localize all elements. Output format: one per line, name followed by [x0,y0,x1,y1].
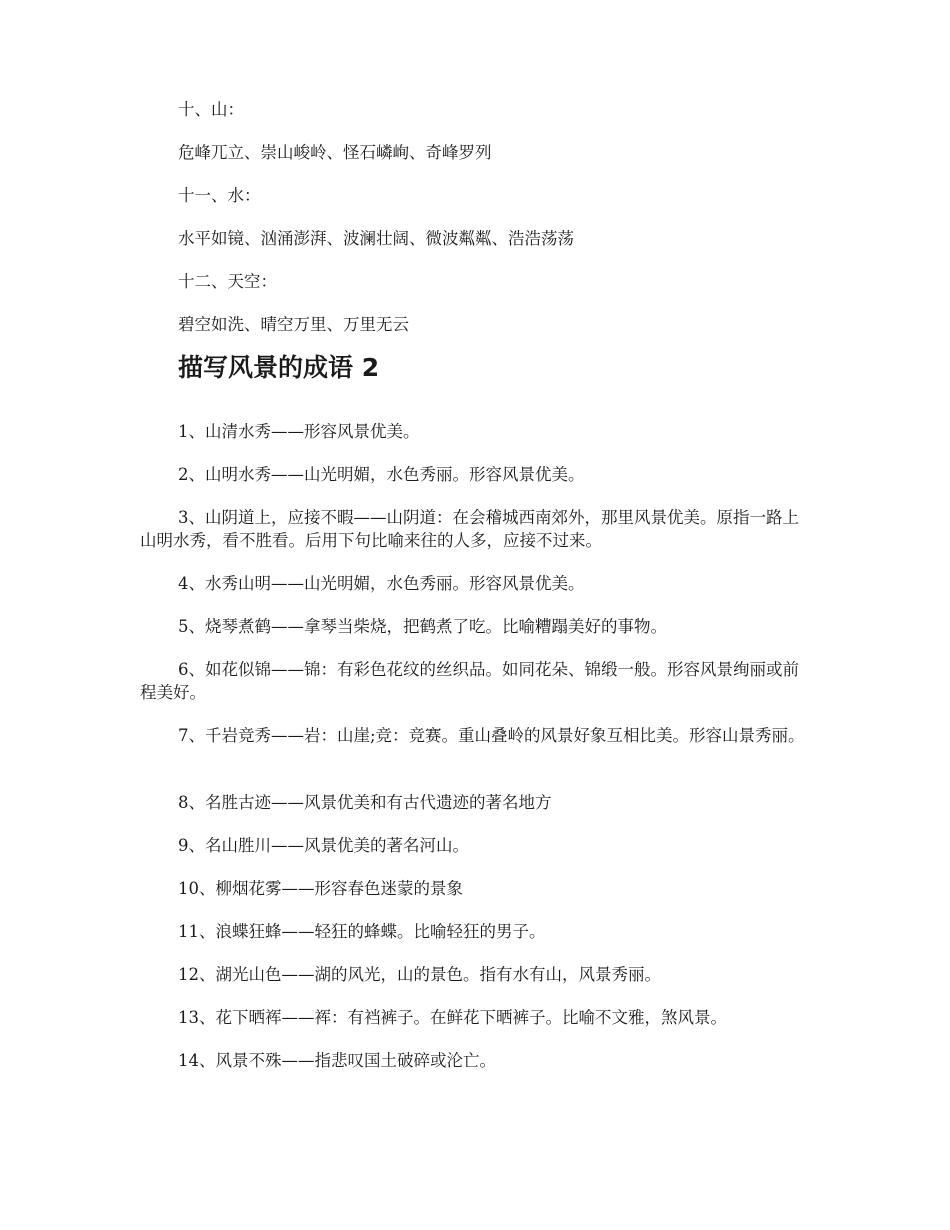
idiom-item: 4、水秀山明——山光明媚，水色秀丽。形容风景优美。 [178,574,585,593]
idiom-item: 7、千岩竞秀——岩：山崖;竞：竞赛。重山叠岭的风景好象互相比美。形容山景秀丽。 [178,726,805,745]
idiom-item: 3、山阴道上，应接不暇——山阴道：在会稽城西南郊外，那里风景优美。原指一路上山明水秀，看不胜看。后用下句比喻来往的人多，应接不过来。 [140,508,799,550]
section-content-mountain: 危峰兀立、崇山峻岭、怪石嶙峋、奇峰罗列 [178,143,492,162]
idiom-item: 12、湖光山色——湖的风光，山的景色。指有水有山，风景秀丽。 [178,965,661,984]
idiom-item: 14、风景不殊——指悲叹国土破碎或沦亡。 [178,1051,496,1070]
idiom-item: 2、山明水秀——山光明媚，水色秀丽。形容风景优美。 [178,465,585,484]
section-heading-mountain: 十、山： [178,100,244,119]
idiom-item: 1、山清水秀——形容风景优美。 [178,422,420,441]
idiom-item: 11、浪蝶狂蜂——轻狂的蜂蝶。比喻轻狂的男子。 [178,922,546,941]
section-title: 描写风景的成语 2 [178,353,380,382]
section-heading-sky: 十二、天空： [178,272,277,291]
idiom-item: 9、名山胜川——风景优美的著名河山。 [178,836,469,855]
idiom-item: 5、烧琴煮鹤——拿琴当柴烧，把鹤煮了吃。比喻糟蹋美好的事物。 [178,617,667,636]
idiom-item: 10、柳烟花雾——形容春色迷蒙的景象 [178,879,463,898]
section-heading-water: 十一、水： [178,186,261,205]
idiom-item: 13、花下晒裈——裈：有裆裤子。在鲜花下晒裤子。比喻不文雅，煞风景。 [178,1008,727,1027]
section-content-water: 水平如镜、汹涌澎湃、波澜壮阔、微波粼粼、浩浩荡荡 [178,229,574,248]
idiom-item: 8、名胜古迹——风景优美和有古代遗迹的著名地方 [178,793,552,812]
idiom-item: 6、如花似锦——锦：有彩色花纹的丝织品。如同花朵、锦缎一般。形容风景绚丽或前程美好。 [140,660,799,702]
section-content-sky: 碧空如洗、晴空万里、万里无云 [178,315,409,334]
